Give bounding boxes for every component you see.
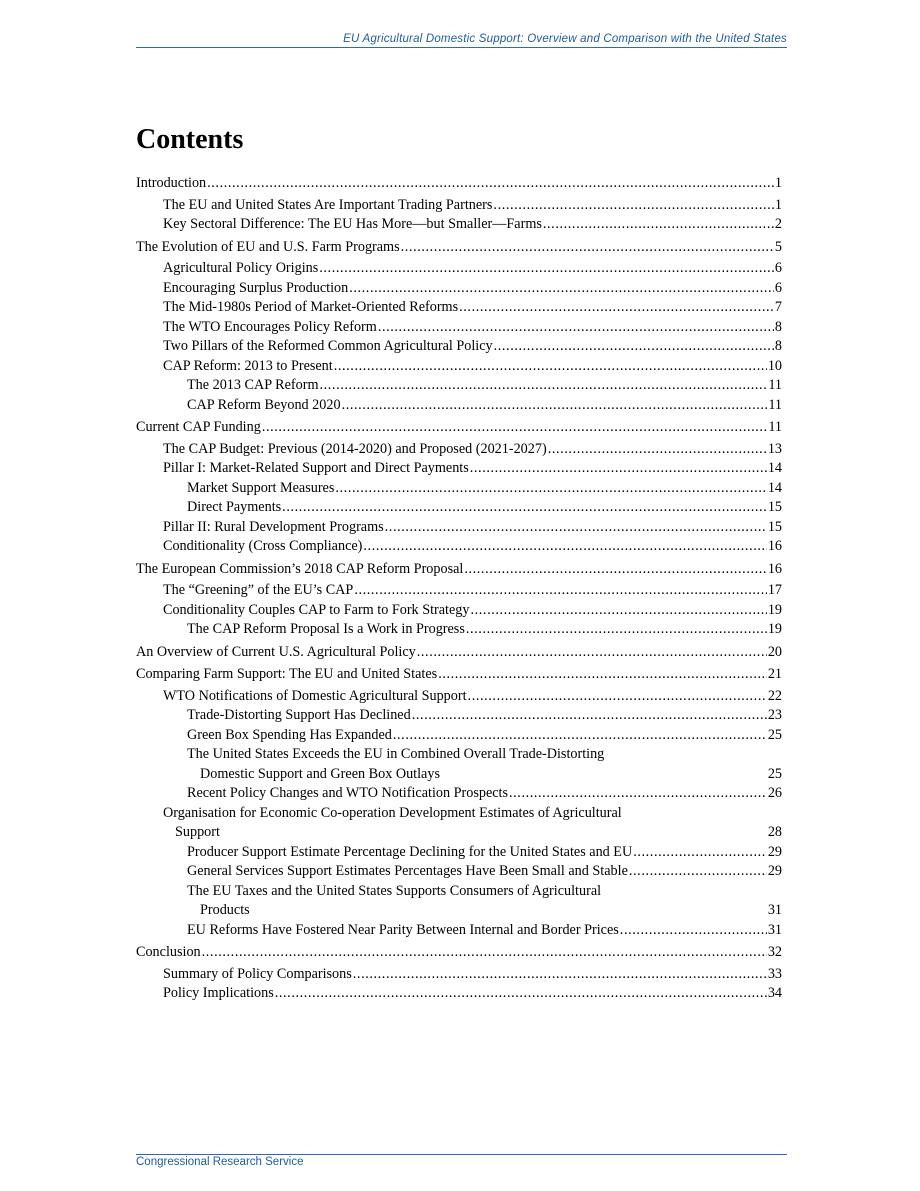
toc-entry[interactable]: The 2013 CAP Reform ..... 11 — [136, 376, 782, 396]
toc-entry[interactable]: Agricultural Policy Origins ..... 6 — [136, 259, 782, 279]
toc-entry[interactable]: Current CAP Funding ..... 11 — [136, 418, 782, 438]
toc-entry[interactable]: The WTO Encourages Policy Reform ..... 8 — [136, 318, 782, 338]
toc-entry[interactable]: The Evolution of EU and U.S. Farm Programs ..... 5 — [136, 238, 782, 258]
toc-entry[interactable]: Introduction ..... 1 — [136, 174, 782, 194]
toc-entry[interactable]: Market Support Measures ..... 14 — [136, 479, 782, 499]
toc-entry[interactable]: The Mid-1980s Period of Market-Oriented Reforms ..... 7 — [136, 298, 782, 318]
toc-entry[interactable]: Producer Support Estimate Percentage Declining for the United States and EU ..... 29 — [136, 843, 782, 863]
toc-entry[interactable]: Summary of Policy Comparisons ..... 33 — [136, 965, 782, 985]
toc-entry[interactable]: Conditionality (Cross Compliance) ..... 16 — [136, 537, 782, 557]
page-footer: Congressional Research Service — [136, 1156, 304, 1168]
toc-entry[interactable]: The EU and United States Are Important Trading Partners ..... 1 — [136, 196, 782, 216]
toc-entry[interactable]: WTO Notifications of Domestic Agricultural Support ..... 22 — [136, 687, 782, 707]
toc-entry[interactable]: Pillar II: Rural Development Programs ..... 15 — [136, 518, 782, 538]
running-header: EU Agricultural Domestic Support: Overview and Comparison with the United States — [343, 33, 787, 45]
toc-entry[interactable]: The European Commission’s 2018 CAP Reform Proposal ..... 16 — [136, 560, 782, 580]
toc-entry[interactable]: Recent Policy Changes and WTO Notification Prospects ..... 26 — [136, 784, 782, 804]
toc-entry[interactable]: The CAP Budget: Previous (2014-2020) and Proposed (2021-2027) ..... 13 — [136, 440, 782, 460]
footer-divider — [136, 1154, 787, 1155]
toc-entry[interactable]: Green Box Spending Has Expanded ..... 25 — [136, 726, 782, 746]
toc-entry[interactable]: CAP Reform Beyond 2020 ..... 11 — [136, 396, 782, 416]
toc-entry[interactable]: Pillar I: Market-Related Support and Direct Payments ..... 14 — [136, 459, 782, 479]
toc-entry[interactable]: Key Sectoral Difference: The EU Has More—but Smaller—Farms ..... 2 — [136, 215, 782, 235]
page-title: Contents — [136, 124, 244, 155]
toc-entry[interactable]: Encouraging Surplus Production ..... 6 — [136, 279, 782, 299]
toc-entry[interactable]: Conditionality Couples CAP to Farm to Fork Strategy ..... 19 — [136, 601, 782, 621]
table-of-contents — [136, 174, 782, 1004]
toc-entry[interactable]: The EU Taxes and the United States Supports Consumers of Agricultural Products 31 — [187, 882, 782, 918]
toc-entry[interactable]: EU Reforms Have Fostered Near Parity Between Internal and Border Prices ..... 31 — [136, 921, 782, 941]
toc-entry[interactable]: Direct Payments ..... 15 — [136, 498, 782, 518]
toc-entry[interactable]: CAP Reform: 2013 to Present ..... 10 — [136, 357, 782, 377]
toc-entry[interactable]: Two Pillars of the Reformed Common Agricultural Policy ..... 8 — [136, 337, 782, 357]
toc-entry[interactable]: Trade-Distorting Support Has Declined ..... 23 — [136, 706, 782, 726]
toc-entry[interactable]: Organisation for Economic Co-operation Development Estimates of Agricultural Support 28 — [163, 804, 782, 840]
toc-entry[interactable]: General Services Support Estimates Percentages Have Been Small and Stable ..... 29 — [136, 862, 782, 882]
toc-entry[interactable]: Comparing Farm Support: The EU and United States ..... 21 — [136, 665, 782, 685]
toc-entry[interactable]: Conclusion ..... 32 — [136, 943, 782, 963]
header-divider — [136, 47, 787, 48]
toc-entry[interactable]: The “Greening” of the EU’s CAP ..... 17 — [136, 581, 782, 601]
toc-entry[interactable]: An Overview of Current U.S. Agricultural Policy ..... 20 — [136, 643, 782, 663]
toc-entry[interactable]: The United States Exceeds the EU in Combined Overall Trade-Distorting Domestic Support and Green Box Outlays 25 — [187, 746, 782, 782]
toc-entry[interactable]: Policy Implications ..... 34 — [136, 984, 782, 1004]
toc-entry[interactable]: The CAP Reform Proposal Is a Work in Progress ..... 19 — [136, 620, 782, 640]
